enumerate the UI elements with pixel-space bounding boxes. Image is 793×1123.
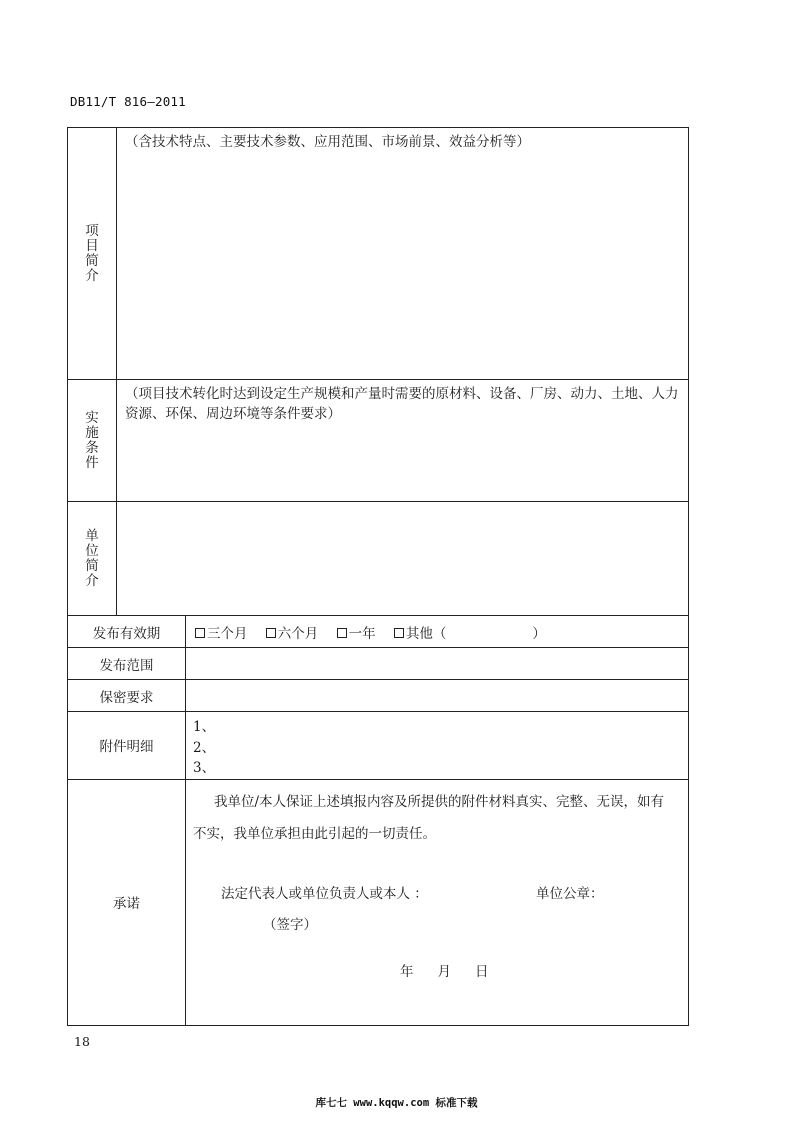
date-year: 年 bbox=[400, 963, 414, 980]
checkbox-icon[interactable] bbox=[266, 628, 276, 638]
unit-intro-field[interactable] bbox=[117, 502, 689, 616]
commitment-text-line2: 不实，我单位承担由此引起的一切责任。 bbox=[193, 825, 436, 842]
commitment-body bbox=[186, 779, 689, 1025]
commitment-label: 承诺 bbox=[68, 779, 186, 1025]
implementation-hint: （项目技术转化时达到设定生产规模和产量时需要的原材料、设备、厂房、动力、土地、人力资源、环保、周边环境等条件要求） bbox=[125, 386, 679, 422]
row-validity bbox=[68, 616, 689, 648]
project-intro-hint: （含技术特点、主要技术参数、应用范围、市场前景、效益分析等） bbox=[125, 134, 530, 150]
option-three-months[interactable]: 三个月 bbox=[195, 626, 248, 642]
representative-label: 法定代表人或单位负责人或本人 ： bbox=[221, 885, 428, 902]
checkbox-icon[interactable] bbox=[394, 628, 404, 638]
document-code: DB11/T 816—2011 bbox=[70, 94, 186, 109]
implementation-field[interactable] bbox=[117, 380, 689, 502]
row-commitment bbox=[68, 779, 689, 1025]
option-other[interactable]: 其他（ ） bbox=[394, 626, 546, 642]
site-watermark-footer: 库七七 www.kqqw.com 标准下载 bbox=[315, 1097, 478, 1109]
project-intro-label: 项 目 简 介 bbox=[68, 128, 117, 380]
checkbox-icon[interactable] bbox=[195, 628, 205, 638]
implementation-label: 实 施 条 件 bbox=[68, 380, 117, 502]
attachment-item: 2、 bbox=[193, 739, 216, 756]
option-six-months[interactable]: 六个月 bbox=[266, 626, 319, 642]
checkbox-icon[interactable] bbox=[337, 628, 347, 638]
scope-label: 发布范围 bbox=[68, 648, 186, 680]
row-confidentiality bbox=[68, 680, 689, 712]
attachments-label: 附件明细 bbox=[68, 712, 186, 780]
page-number: 18 bbox=[74, 1034, 90, 1049]
unit-intro-label: 单 位 简 介 bbox=[68, 502, 117, 616]
attachment-item: 3、 bbox=[193, 760, 216, 776]
row-unit-intro bbox=[68, 502, 689, 616]
scope-field[interactable] bbox=[186, 648, 689, 680]
confidentiality-label: 保密要求 bbox=[68, 680, 186, 712]
option-one-year[interactable]: 一年 bbox=[337, 626, 376, 642]
signature-label: （签字） bbox=[263, 916, 317, 933]
project-intro-field[interactable] bbox=[117, 128, 689, 380]
row-implementation bbox=[68, 380, 689, 502]
validity-options bbox=[186, 616, 689, 648]
application-form-table bbox=[67, 127, 689, 1026]
row-attachments bbox=[68, 712, 689, 780]
attachments-field[interactable] bbox=[186, 712, 689, 780]
confidentiality-field[interactable] bbox=[186, 680, 689, 712]
date-line bbox=[400, 960, 489, 980]
unit-seal-label: 单位公章： bbox=[536, 885, 604, 902]
row-project-intro bbox=[68, 128, 689, 380]
commitment-text-line1: 我单位/本人保证上述填报内容及所提供的附件材料真实、完整、无误，如有 bbox=[214, 793, 665, 810]
date-month: 月 bbox=[437, 963, 451, 980]
row-scope bbox=[68, 648, 689, 680]
date-day: 日 bbox=[475, 963, 489, 980]
attachment-item: 1、 bbox=[193, 719, 216, 735]
validity-label: 发布有效期 bbox=[68, 616, 186, 648]
